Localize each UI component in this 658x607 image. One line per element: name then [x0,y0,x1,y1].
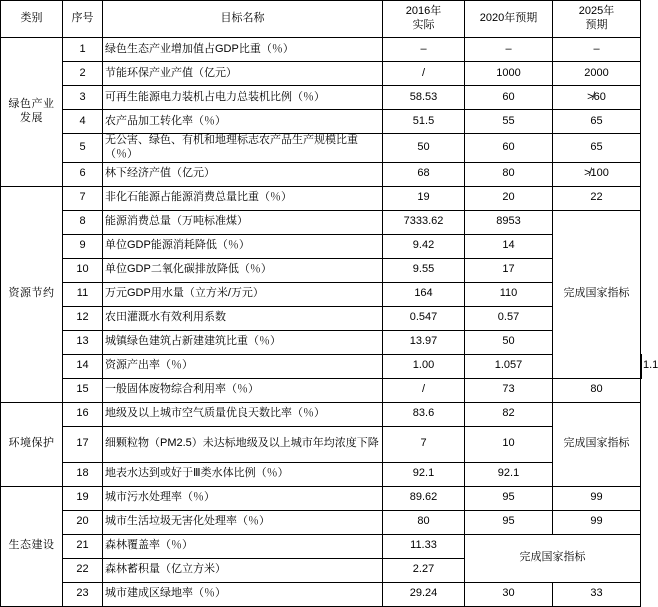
row-2020: 17 [465,258,553,282]
row-2025: – [553,38,641,62]
row-2016: 51.5 [383,110,465,134]
row-name: 绿色生态产业增加值占GDP比重（％） [103,38,383,62]
row-2025: 33 [553,582,641,606]
row-no: 4 [63,110,103,134]
row-2016: 2.27 [383,558,465,582]
header-category: 类别 [1,1,63,38]
row-2020: 92.1 [465,462,553,486]
row-2025: 80 [553,378,641,402]
row-name: 资源产出率（％） [103,354,383,378]
table-row [1,486,642,510]
row-2016: 7333.62 [383,210,465,234]
row-name: 农田灌溉水有效利用系数 [103,306,383,330]
category-cell-ecology: 生态建设 [1,486,63,606]
table-row [1,210,642,234]
header-2025-line2: 预期 [585,19,608,31]
row-name: 城市建成区绿地率（％） [103,582,383,606]
category-cell-resource-saving: 资源节约 [1,186,63,402]
row-2016: – [383,38,465,62]
row-name: 农产品加工转化率（％） [103,110,383,134]
row-name: 城市生活垃圾无害化处理率（％） [103,510,383,534]
table-row [1,402,642,426]
row-2020: 10 [465,426,553,462]
header-2016 [383,1,465,38]
table-row [1,134,642,163]
row-2016: 19 [383,186,465,210]
row-no: 10 [63,258,103,282]
row-no: 7 [63,186,103,210]
row-name: 城市污水处理率（％） [103,486,383,510]
table-row [1,306,642,330]
row-no: 14 [63,354,103,378]
row-2020: – [465,38,553,62]
row-name: 森林覆盖率（％） [103,534,383,558]
table-header-row [1,1,642,38]
row-name: 可再生能源电力装机占电力总装机比例（％） [103,86,383,110]
row-2016: 9.55 [383,258,465,282]
row-no: 12 [63,306,103,330]
row-2016: / [383,62,465,86]
row-name: 城镇绿色建筑占新建建筑比重（％） [103,330,383,354]
table-row [1,330,642,354]
row-2020: 14 [465,234,553,258]
row-2020: 110 [465,282,553,306]
row-no: 11 [63,282,103,306]
table-row [1,582,642,606]
table-row [1,258,642,282]
merged-note-environment: 完成国家指标 [553,402,641,486]
header-name: 目标名称 [103,1,383,38]
row-2020: 95 [465,486,553,510]
row-2025: 1.1 [641,354,642,378]
row-name: 非化石能源占能源消费总量比重（％） [103,186,383,210]
row-2016: 83.6 [383,402,465,426]
row-no: 6 [63,162,103,186]
row-2020: 0.57 [465,306,553,330]
row-no: 16 [63,402,103,426]
header-2020: 2020年预期 [465,1,553,38]
row-name: 地级及以上城市空气质量优良天数比率（％） [103,402,383,426]
row-no: 15 [63,378,103,402]
row-name: 地表水达到或好于Ⅲ类水体比例（％） [103,462,383,486]
row-2020: 50 [465,330,553,354]
row-no: 18 [63,462,103,486]
merged-note-resource: 完成国家指标 [553,210,641,378]
merged-note-ecology: 完成国家指标 [465,534,641,582]
row-no: 3 [63,86,103,110]
row-2020: 1.057 [465,354,553,378]
row-2016: 11.33 [383,534,465,558]
row-no: 17 [63,426,103,462]
row-name: 万元GDP用水量（立方米/万元） [103,282,383,306]
row-2016: 7 [383,426,465,462]
row-no: 23 [63,582,103,606]
table-row [1,110,642,134]
header-2016-line1: 2016年 [405,5,442,18]
header-number: 序号 [63,1,103,38]
row-no: 1 [63,38,103,62]
row-name: 无公害、绿色、有机和地理标志农产品生产规模比重（％） [103,134,383,163]
row-2025: 99 [553,510,641,534]
category-cell-green-industry: 绿色产业发展 [1,38,63,187]
table-row [1,234,642,258]
row-no: 13 [63,330,103,354]
table-row [1,62,642,86]
header-2025-line1: 2025年 [578,5,615,18]
row-2016: 58.53 [383,86,465,110]
row-2025: 65 [553,134,641,163]
row-2020: 82 [465,402,553,426]
row-2020: 95 [465,510,553,534]
table-row [1,186,642,210]
row-2020: 30 [465,582,553,606]
header-2016-line2: 实际 [412,19,435,31]
row-name: 节能环保产业产值（亿元） [103,62,383,86]
row-2025: ≯60 [553,86,641,110]
row-no: 21 [63,534,103,558]
row-name: 细颗粒物（PM2.5）未达标地级及以上城市年均浓度下降 [103,426,383,462]
row-2016: 89.62 [383,486,465,510]
row-2016: 164 [383,282,465,306]
row-2025: 22 [553,186,641,210]
table-row [1,462,642,486]
row-2020: 20 [465,186,553,210]
row-2020: 80 [465,162,553,186]
row-name: 林下经济产值（亿元） [103,162,383,186]
row-no: 5 [63,134,103,163]
table-row [1,354,642,378]
row-no: 9 [63,234,103,258]
row-2020: 73 [465,378,553,402]
row-no: 8 [63,210,103,234]
table-row [1,86,642,110]
row-name: 森林蓄积量（亿立方米） [103,558,383,582]
row-2016: 0.547 [383,306,465,330]
header-2025 [553,1,641,38]
table-row [1,38,642,62]
table-row [1,534,642,558]
table-row [1,510,642,534]
row-name: 单位GDP二氧化碳排放降低（％） [103,258,383,282]
row-2016: 80 [383,510,465,534]
row-name: 单位GDP能源消耗降低（％） [103,234,383,258]
category-cell-environment: 环境保护 [1,402,63,486]
table-row [1,378,642,402]
row-no: 2 [63,62,103,86]
row-name: 一般固体废物综合利用率（％） [103,378,383,402]
row-2016: 29.24 [383,582,465,606]
row-2020: 60 [465,134,553,163]
row-2020: 8953 [465,210,553,234]
row-2016: 13.97 [383,330,465,354]
table-row [1,426,642,462]
table-row [1,162,642,186]
row-2016: 92.1 [383,462,465,486]
row-no: 19 [63,486,103,510]
row-no: 22 [63,558,103,582]
row-2020: 55 [465,110,553,134]
row-2025: 99 [553,486,641,510]
row-2016: 50 [383,134,465,163]
table-row [1,282,642,306]
row-2025: 2000 [553,62,641,86]
row-2025: ≯100 [553,162,641,186]
row-2020: 60 [465,86,553,110]
row-2016: 68 [383,162,465,186]
row-2016: 1.00 [383,354,465,378]
row-2016: 9.42 [383,234,465,258]
row-2025: 65 [553,110,641,134]
row-2016: / [383,378,465,402]
row-2020: 1000 [465,62,553,86]
row-name: 能源消费总量（万吨标准煤） [103,210,383,234]
row-no: 20 [63,510,103,534]
